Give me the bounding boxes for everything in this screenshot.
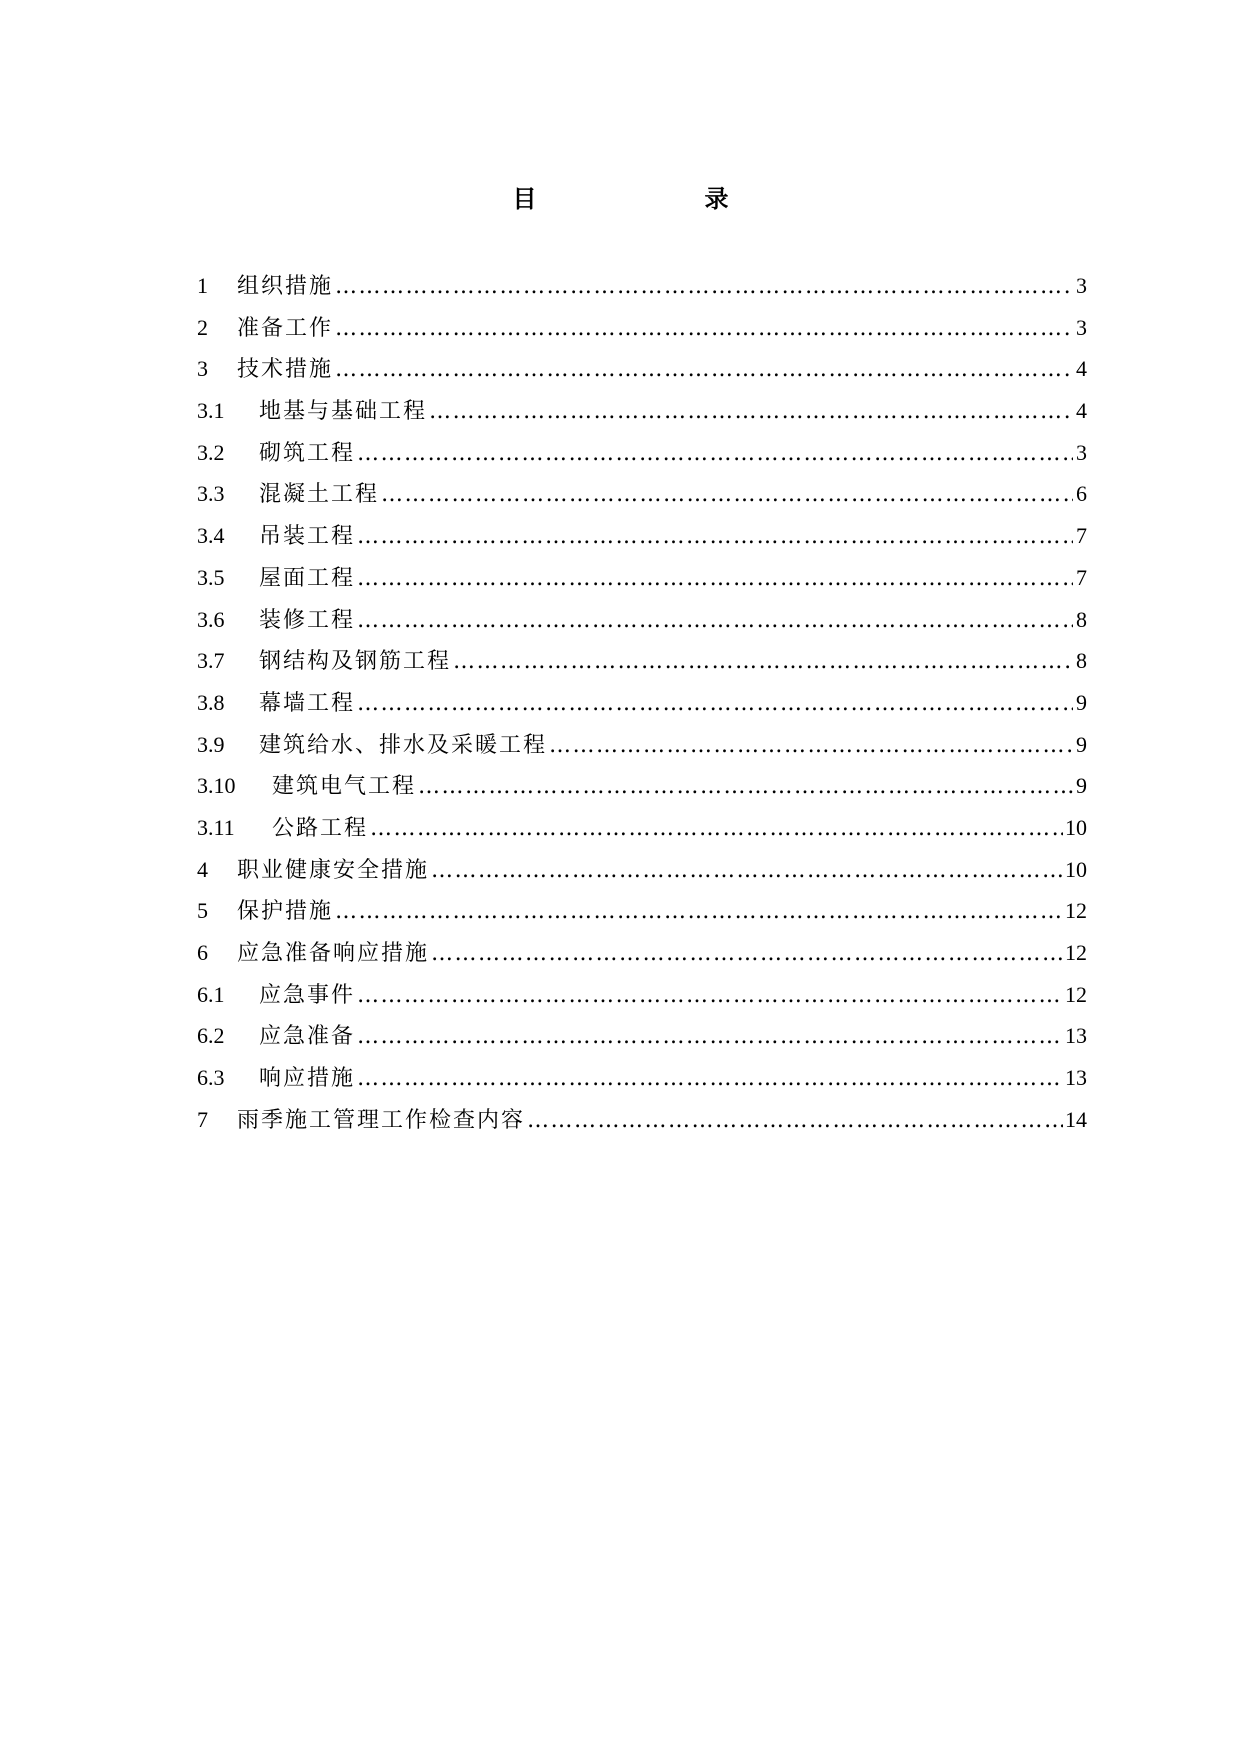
toc-entry-title: 建筑电气工程 (272, 774, 417, 800)
toc-entry-title: 保护措施 (237, 899, 334, 925)
toc-dot-leader (370, 808, 1063, 850)
toc-entry-page: 3 (1076, 273, 1087, 298)
toc-entry (197, 807, 1087, 849)
toc-dot-leader (429, 391, 1073, 433)
toc-entry-number: 3 (197, 356, 208, 382)
toc-dot-leader (357, 1058, 1063, 1100)
toc-entry-title: 装修工程 (259, 607, 356, 633)
toc-entry-title: 技术措施 (237, 357, 334, 383)
toc-title: 目 录 (512, 184, 769, 213)
toc-dot-leader (335, 308, 1073, 350)
toc-entry (197, 515, 1087, 557)
toc-entry-page: 7 (1076, 564, 1087, 590)
toc-entry-page: 4 (1076, 356, 1087, 382)
toc-entry (197, 307, 1087, 349)
toc-dot-leader (357, 1016, 1063, 1058)
toc-entry-page: 8 (1076, 648, 1087, 674)
toc-entry-title: 公路工程 (272, 815, 369, 841)
toc-entry (197, 390, 1087, 432)
toc-entry-number: 3.9 (197, 731, 225, 757)
toc-dot-leader (431, 850, 1063, 892)
toc-dot-leader (527, 1100, 1063, 1142)
toc-entry (197, 473, 1087, 515)
toc-entry-title: 混凝土工程 (259, 482, 380, 508)
toc-entry-title: 职业健康安全措施 (237, 857, 430, 883)
toc-entry (197, 265, 1087, 307)
toc-entry-title: 应急准备 (259, 1024, 356, 1050)
toc-entry-page: 9 (1076, 731, 1087, 757)
toc-entry-page: 12 (1065, 981, 1087, 1007)
toc-entry (197, 1057, 1087, 1099)
toc-entry-number: 6 (197, 940, 208, 965)
toc-entry-title: 响应措施 (259, 1066, 356, 1092)
toc-entry-page: 8 (1076, 606, 1087, 632)
toc-entry (197, 974, 1087, 1016)
toc-dot-leader (357, 433, 1073, 475)
toc-entry-title: 幕墙工程 (259, 690, 356, 716)
toc-dot-leader (335, 891, 1063, 933)
toc-entry (197, 724, 1087, 766)
toc-entry (197, 849, 1087, 891)
toc-dot-leader (357, 558, 1073, 600)
toc-entry-number: 6.1 (197, 981, 225, 1007)
toc-dot-leader (357, 975, 1063, 1017)
toc-entry-page: 3 (1076, 314, 1087, 340)
toc-dot-leader (549, 725, 1073, 767)
toc-entry-page: 9 (1076, 689, 1087, 715)
toc-entry-page: 6 (1076, 481, 1087, 507)
toc-dot-leader (357, 516, 1073, 558)
toc-entry-number: 3.7 (197, 648, 225, 674)
toc-entry (197, 599, 1087, 641)
toc-entry-number: 4 (197, 856, 208, 882)
toc-entry-number: 3.5 (197, 564, 225, 590)
toc-dot-leader (335, 349, 1073, 391)
toc-entry-number: 3.3 (197, 481, 225, 507)
toc-entry-page: 13 (1065, 1023, 1087, 1049)
toc-entry-number: 5 (197, 898, 208, 924)
toc-entry (197, 765, 1087, 807)
toc-dot-leader (357, 600, 1073, 642)
toc-entry (197, 432, 1087, 474)
toc-entry-title: 地基与基础工程 (259, 399, 428, 425)
toc-entry-page: 10 (1065, 814, 1087, 840)
toc-dot-leader (357, 683, 1073, 725)
toc-entry-page: 7 (1076, 523, 1087, 549)
toc-entry-number: 7 (197, 1106, 208, 1132)
toc-entry-page: 13 (1065, 1065, 1087, 1091)
toc-entry-page: 14 (1065, 1106, 1087, 1132)
toc-entry (197, 890, 1087, 932)
toc-entry-title: 屋面工程 (259, 565, 356, 591)
toc-dot-leader (453, 641, 1073, 683)
toc-entry (197, 557, 1087, 599)
toc-entry-title: 砌筑工程 (259, 440, 356, 466)
toc-entry-number: 3.8 (197, 689, 225, 715)
toc-entry-page: 9 (1076, 773, 1087, 799)
toc-entry (197, 348, 1087, 390)
toc-entry-number: 3.11 (197, 814, 235, 840)
toc-entry-number: 6.3 (197, 1065, 225, 1091)
toc-entry (197, 1015, 1087, 1057)
toc-entry-page: 4 (1076, 398, 1087, 424)
toc-dot-leader (335, 266, 1073, 308)
toc-entry-number: 3.4 (197, 523, 225, 549)
toc-entry (197, 640, 1087, 682)
toc-entry-number: 2 (197, 314, 208, 340)
toc-entry-number: 3.2 (197, 439, 225, 465)
toc-entry-number: 3.1 (197, 398, 225, 424)
toc-entry (197, 1099, 1087, 1141)
toc-entry-page: 3 (1076, 439, 1087, 465)
toc-dot-leader (381, 474, 1073, 516)
toc-entry (197, 932, 1087, 974)
toc-entry-title: 建筑给水、排水及采暖工程 (259, 732, 548, 758)
toc-entry-title: 应急准备响应措施 (237, 941, 430, 966)
toc-dot-leader (418, 766, 1073, 808)
toc-entry-title: 应急事件 (259, 982, 356, 1008)
toc-entry-number: 3.6 (197, 606, 225, 632)
toc-entry-title: 吊装工程 (259, 524, 356, 550)
toc-list (197, 265, 1087, 1140)
toc-entry-title: 钢结构及钢筋工程 (259, 649, 452, 675)
toc-entry-page: 12 (1065, 898, 1087, 924)
toc-dot-leader (431, 933, 1063, 975)
toc-entry-title: 准备工作 (237, 315, 334, 341)
toc-entry-number: 6.2 (197, 1023, 225, 1049)
toc-entry-title: 雨季施工管理工作检查内容 (237, 1107, 526, 1133)
toc-entry-number: 3.10 (197, 773, 236, 799)
toc-entry-page: 12 (1065, 940, 1087, 965)
toc-entry-page: 10 (1065, 856, 1087, 882)
toc-entry (197, 682, 1087, 724)
toc-entry-number: 1 (197, 273, 208, 298)
toc-entry-title: 组织措施 (237, 274, 334, 299)
